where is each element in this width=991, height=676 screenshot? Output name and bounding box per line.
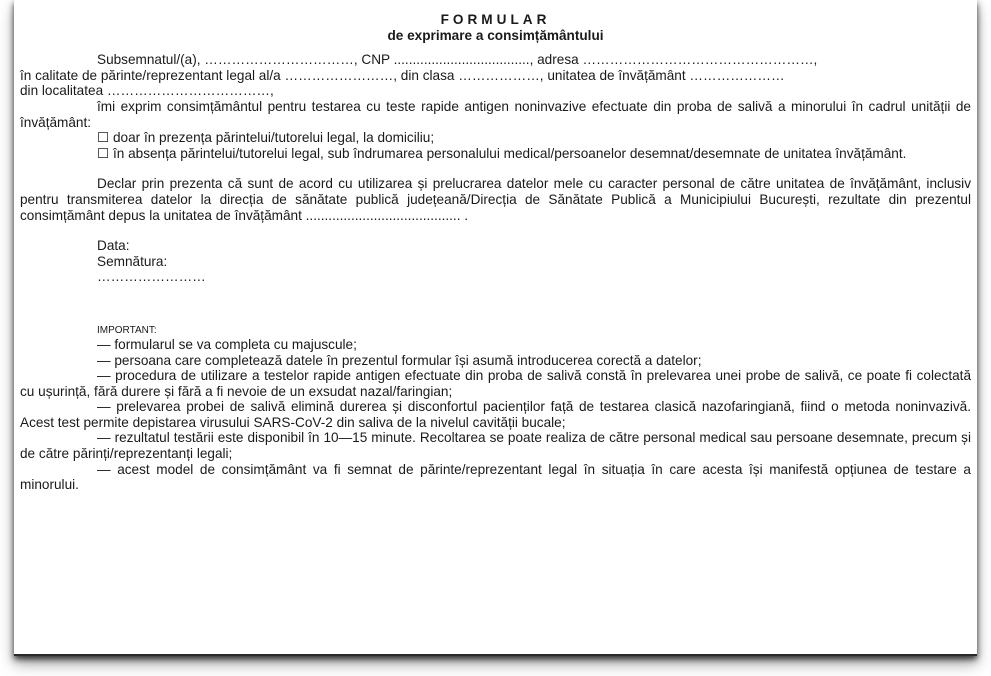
important-item-2: — persoana care completează datele în prezentul formular își asumă introducerea corectă a datelor;	[97, 352, 702, 368]
important-item-1: — formularul se va completa cu majuscule;	[97, 336, 357, 352]
important-heading: IMPORTANT:	[97, 324, 157, 336]
document-sheet	[14, 0, 977, 656]
declaration-paragraph: Declar prin prezenta că sunt de acord cu utilizarea și prelucrarea datelor mele cu caracter personal de către unitatea de învățământ, inclusiv pentru transmiterea datelor la direcția de sănătate publică județeană/Direcția de Sănătate Publică a Municipiului București, rezultate din prezentul consimțământ depus la unitatea de învățământ ......................................... .	[20, 176, 971, 223]
important-item-4: — prelevarea probei de salivă elimină durerea și disconfortul pacienților față de testarea clasică nazofaringiană, fiind o metoda noninvazivă. Acest test permite depistarea virusului SARS-CoV-2 din saliva de la nivelul cavității bucale;	[20, 399, 971, 430]
date-label: Data:	[97, 238, 130, 254]
option-school: ☐ în absența părintelui/tutorelui legal, sub îndrumarea personalului medical/persoanelor desemnat/desemnate de unitatea învățământ.	[97, 145, 907, 161]
document-content	[20, 0, 971, 493]
important-item-3: — procedura de utilizare a testelor rapide antigen efectuate din proba de salivă constă în prelevarea unei probe de salivă, ce poate fi colectată cu ușurință, fără durere și fără a fi nevoie de un exsudat nazal/faringian;	[20, 368, 971, 399]
identity-line-3: din localitatea ………………………………,	[20, 83, 274, 99]
signature-line: ……………………	[97, 269, 206, 285]
important-item-6: — acest model de consimțământ va fi semnat de părinte/reprezentant legal în situația în care acesta își manifestă opțiunea de testare a minorului.	[20, 461, 971, 493]
consent-paragraph: îmi exprim consimțământul pentru testarea cu teste rapide antigen noninvazive efectuate din proba de salivă a minorului în cadrul unității de învățământ:	[20, 98, 971, 130]
signature-label: Semnătura:	[97, 253, 168, 269]
important-item-5: — rezultatul testării este disponibil în 10—15 minute. Recoltarea se poate realiza de către personal medical sau persoane desemnate, precum și de către părinți/reprezentanți legali;	[20, 430, 971, 462]
option-home: ☐ doar în prezența părintelui/tutorelui legal, la domiciliu;	[97, 130, 435, 146]
identity-line-2: în calitate de părinte/reprezentant legal al/a ……………………, din clasa ………………, unitatea de învățământ …………………	[20, 67, 785, 83]
form-title: FORMULAR	[440, 12, 551, 27]
form-subtitle: de exprimare a consimțământului	[387, 27, 604, 43]
identity-line-1: Subsemnatul/(a), ……………………………, CNP ...................................., adresa ……………………………………………,	[97, 52, 818, 68]
